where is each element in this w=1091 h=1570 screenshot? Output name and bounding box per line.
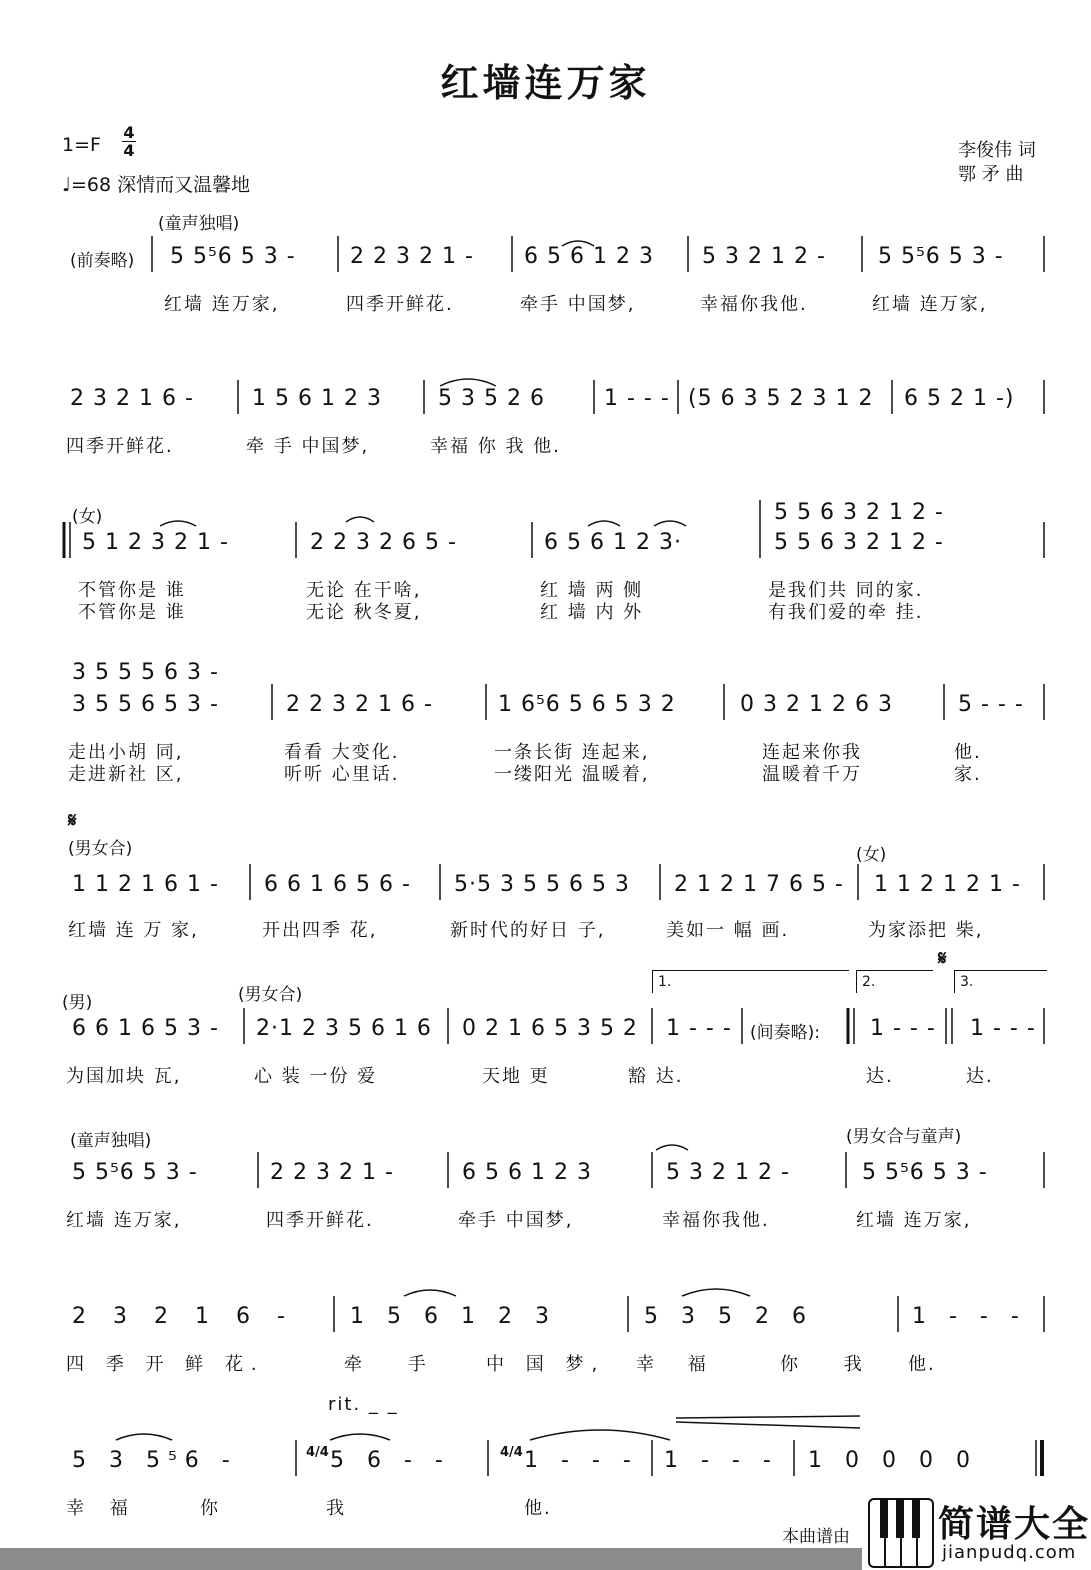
- measure: 2 1 2 1 7 6 5 -: [674, 872, 844, 897]
- measure: 2 2 3 2 1 -: [350, 244, 474, 269]
- voice-tag: (男女合): [68, 839, 133, 859]
- intro-tag: (前奏略): [70, 251, 135, 271]
- lyric: 你 我: [780, 1354, 882, 1375]
- lyric: 幸 福: [636, 1354, 720, 1375]
- segno-icon: 𝄋: [938, 946, 947, 970]
- lyric: 中 国 梦,: [486, 1354, 606, 1375]
- lyric: 不管你是 谁: [78, 580, 186, 601]
- measure: 2 3 2 1 6 -: [72, 1304, 295, 1329]
- interlude-tag: (间奏略):: [750, 1023, 820, 1043]
- measure: 1 1 2 1 6 1 -: [72, 872, 219, 897]
- measure: 5 3 2 1 2 -: [702, 244, 826, 269]
- tempo-value: =68: [70, 174, 112, 196]
- measure: 2 3 2 1 6 -: [70, 386, 194, 411]
- measure: 6 5 6 1 2 3: [524, 244, 654, 269]
- measure: 1 - - -: [666, 1016, 732, 1041]
- measure: 5 1 2 3 2 1 -: [82, 530, 229, 555]
- lyric: 牵手 中国梦,: [458, 1210, 574, 1231]
- voice-tag: (男): [62, 993, 93, 1013]
- lyric: 美如一 幅 画.: [666, 920, 790, 941]
- segno-icon: 𝄋: [68, 808, 77, 832]
- logo-name: 简谱大全: [938, 1504, 1091, 1545]
- measure: 5 6 - -: [330, 1448, 451, 1473]
- lyric: 牵 手: [344, 1354, 446, 1375]
- measure: 5 5⁵6 5 3 -: [72, 1160, 198, 1185]
- measure: 5 5⁵6 5 3 -: [170, 244, 296, 269]
- measure: 6 6 1 6 5 3 -: [72, 1016, 219, 1041]
- lyric: 红墙 连万家,: [66, 1210, 182, 1231]
- measure: 1 1 2 1 2 1 -: [874, 872, 1021, 897]
- lyric: 你: [200, 1498, 220, 1519]
- lyric: 为家添把 柴,: [868, 920, 984, 941]
- lyric: 连起来你我: [762, 742, 862, 763]
- measure: 1 - - -: [524, 1448, 639, 1473]
- score-title: 红墙连万家: [440, 60, 651, 105]
- measure: 6 5 6 1 2 3·: [544, 530, 682, 555]
- measure: 5 3 2 1 2 -: [666, 1160, 790, 1185]
- lyric: 幸福你我他.: [700, 294, 808, 315]
- site-logo: [862, 1494, 1091, 1570]
- lyric: 走出小胡 同,: [68, 742, 184, 763]
- lyric: 他.: [954, 742, 982, 763]
- measure: 1 - - -: [912, 1304, 1027, 1329]
- measure: 5 3 5⁵6 -: [72, 1448, 238, 1473]
- lyric: 心 装 一份 爱: [254, 1066, 378, 1087]
- measure: 0 2 1 6 5 3 5 2: [462, 1016, 638, 1041]
- measure: 6 5 2 1 -): [904, 386, 1015, 411]
- lyric: 四季开鲜花.: [346, 294, 454, 315]
- lyric: 幸 福: [66, 1498, 138, 1519]
- piano-icon: [868, 1498, 934, 1568]
- voice-tag: (女): [856, 845, 887, 865]
- lyric-verse-2: 不管你是 谁: [78, 602, 186, 623]
- measure: 2 2 3 2 1 6 -: [286, 692, 433, 717]
- measure: (5 6 3 5 2 3 1 2: [688, 386, 874, 411]
- time-change: 4/4: [500, 1445, 523, 1460]
- composer-credit: 鄂 矛 曲: [958, 164, 1024, 185]
- measure-upper: 3 5 5 5 6 3 -: [72, 660, 219, 685]
- lyricist-credit: 李俊伟 词: [958, 140, 1036, 161]
- measure: 1 0 0 0 0: [808, 1448, 978, 1473]
- measure: 2 2 3 2 6 5 -: [310, 530, 457, 555]
- lyric: 豁 达.: [628, 1066, 684, 1087]
- lyric: 他.: [524, 1498, 552, 1519]
- lyric: 四 季 开 鲜 花.: [66, 1354, 265, 1375]
- measure: 1 - - -: [970, 1016, 1036, 1041]
- lyric: 达.: [966, 1066, 994, 1087]
- lyric: 天地 更: [482, 1066, 550, 1087]
- measure: 5 5⁵6 5 3 -: [862, 1160, 988, 1185]
- lyric: 开出四季 花,: [262, 920, 378, 941]
- time-change: 4/4: [306, 1445, 329, 1460]
- measure: 1 5 6 1 2 3: [350, 1304, 557, 1329]
- lyric-verse-2: 红 墙 内 外: [540, 602, 644, 623]
- lyric: 看看 大变化.: [284, 742, 400, 763]
- lyric-verse-2: 听听 心里话.: [284, 764, 400, 785]
- lyric: 红墙 连万家,: [164, 294, 280, 315]
- quarter-note-icon: ♩: [62, 174, 71, 196]
- lyric-verse-2: 走进新社 区,: [68, 764, 184, 785]
- voice-tag: (男女合): [238, 985, 303, 1005]
- lyric: 为国加块 瓦,: [66, 1066, 182, 1087]
- lyric-verse-2: 有我们爱的牵 挂.: [768, 602, 924, 623]
- lyric: 幸福你我他.: [662, 1210, 770, 1231]
- logo-url: jianpudq.com: [942, 1542, 1077, 1563]
- measure: 3 5 5 6 5 3 -: [72, 692, 219, 717]
- lyric: 新时代的好日 子,: [450, 920, 606, 941]
- lyric: 牵 手 中国梦,: [246, 436, 370, 457]
- measure: 5·5 3 5 5 6 5 3: [454, 872, 630, 897]
- volta-number: 2.: [862, 974, 876, 990]
- expression-text: 深情而又温馨地: [117, 174, 251, 196]
- measure: 0 3 2 1 2 6 3: [740, 692, 893, 717]
- measure: 5 5⁵6 5 3 -: [878, 244, 1004, 269]
- measure: 2 2 3 2 1 -: [270, 1160, 394, 1185]
- measure: 1 6⁵6 5 6 5 3 2: [498, 692, 676, 717]
- measure: 5 - - -: [958, 692, 1024, 717]
- lyric: 牵手 中国梦,: [520, 294, 636, 315]
- voice-tag: (童声独唱): [158, 214, 240, 234]
- voice-tag: (男女合与童声): [846, 1127, 962, 1147]
- measure: 2·1 2 3 5 6 1 6: [256, 1016, 432, 1041]
- time-sig-top: 4: [123, 123, 135, 142]
- lyric-verse-2: 家.: [954, 764, 982, 785]
- key-label: 1=F: [62, 134, 101, 156]
- measure: 6 5 6 1 2 3: [462, 1160, 592, 1185]
- lyric-verse-2: 无论 秋冬夏,: [306, 602, 422, 623]
- time-sig-bottom: 4: [123, 141, 135, 160]
- measure: 5 3 5 2 6: [644, 1304, 814, 1329]
- lyric: 达.: [866, 1066, 894, 1087]
- lyric-verse-2: 温暖着千万: [762, 764, 862, 785]
- lyric: 红墙 连万家,: [872, 294, 988, 315]
- lyric: 幸福 你 我 他.: [430, 436, 561, 457]
- lyric: 四季开鲜花.: [266, 1210, 374, 1231]
- measure: 1 - - -: [664, 1448, 779, 1473]
- lyric: 我: [326, 1498, 346, 1519]
- lyric: 无论 在干啥,: [306, 580, 422, 601]
- measure: 1 5 6 1 2 3: [252, 386, 382, 411]
- measure: 6 6 1 6 5 6 -: [264, 872, 411, 897]
- lyric: 红墙 连万家,: [856, 1210, 972, 1231]
- measure: 5 5 6 3 2 1 2 -: [774, 530, 944, 555]
- voice-tag: (童声独唱): [70, 1131, 152, 1151]
- lyric-verse-2: 一缕阳光 温暖着,: [494, 764, 650, 785]
- measure-upper: 5 5 6 3 2 1 2 -: [774, 500, 944, 525]
- measure: 5 3 5 2 6: [438, 386, 545, 411]
- volta-number: 3.: [960, 974, 974, 990]
- ritardando-mark: rit. _ _: [328, 1394, 399, 1415]
- lyric: 一条长街 连起来,: [494, 742, 650, 763]
- voice-tag: (女): [72, 507, 103, 527]
- volta-number: 1.: [658, 974, 672, 990]
- measure: 1 - - -: [604, 386, 670, 411]
- lyric: 四季开鲜花.: [66, 436, 174, 457]
- footnote-text: 本曲谱由: [782, 1527, 850, 1547]
- lyric: 是我们共 同的家.: [768, 580, 924, 601]
- lyric: 他.: [908, 1354, 936, 1375]
- measure: 1 - - -: [870, 1016, 936, 1041]
- lyric: 红墙 连 万 家,: [68, 920, 199, 941]
- lyric: 红 墙 两 侧: [540, 580, 644, 601]
